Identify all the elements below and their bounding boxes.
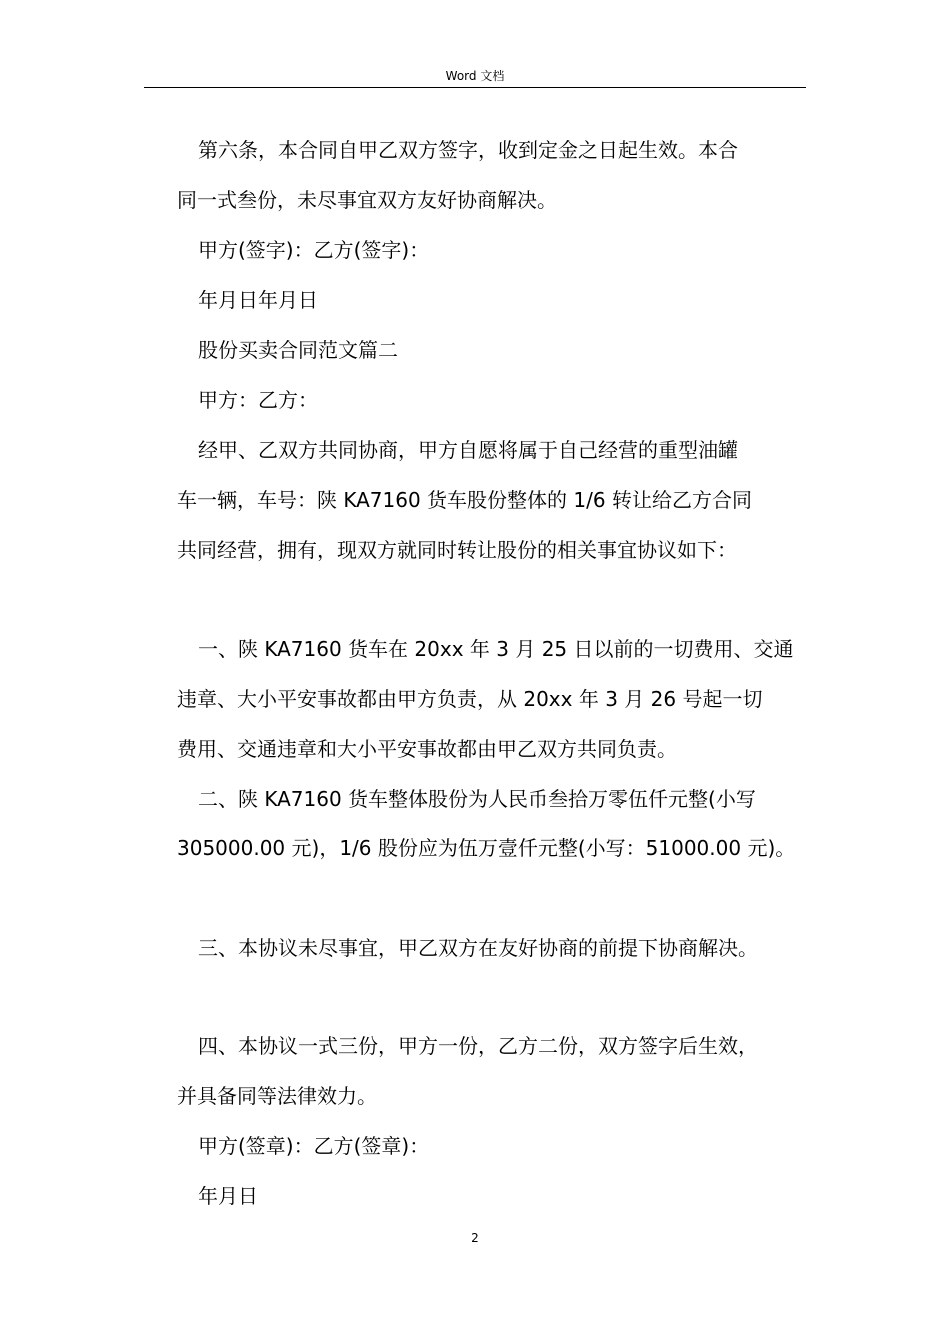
date-line: 年月日年月日 — [198, 288, 318, 312]
clause-line: 二、陕 KA7160 货车整体股份为人民币叁拾万零伍仟元整(小写 — [198, 787, 756, 811]
signature-line: 甲方(签章)：乙方(签章)： — [198, 1134, 430, 1158]
paragraph-line: 车一辆，车号：陕 KA7160 货车股份整体的 1/6 转让给乙方合同 — [177, 488, 752, 512]
paragraph-line: 同一式叁份，未尽事宜双方友好协商解决。 — [177, 188, 557, 212]
clause-line: 费用、交通违章和大小平安事故都由甲乙双方共同负责。 — [177, 737, 677, 761]
clause-line: 305000.00 元)，1/6 股份应为伍万壹仟元整(小写：51000.00 元)。 — [177, 836, 796, 860]
paragraph-line: 第六条，本合同自甲乙双方签字，收到定金之日起生效。本合 — [198, 138, 738, 162]
paragraph-line: 经甲、乙双方共同协商，甲方自愿将属于自己经营的重型油罐 — [198, 438, 738, 462]
clause-line: 三、本协议未尽事宜，甲乙双方在友好协商的前提下协商解决。 — [198, 936, 758, 960]
section-title: 股份买卖合同范文篇二 — [198, 338, 398, 362]
page-header-title: Word 文档 — [445, 69, 505, 83]
clause-line: 违章、大小平安事故都由甲方负责，从 20xx 年 3 月 26 号起一切 — [177, 687, 763, 711]
clause-line: 四、本协议一式三份，甲方一份，乙方二份，双方签字后生效， — [198, 1034, 758, 1058]
page-number: 2 — [471, 1231, 479, 1245]
clause-line: 一、陕 KA7160 货车在 20xx 年 3 月 25 日以前的一切费用、交通 — [198, 637, 794, 661]
clause-line: 并具备同等法律效力。 — [177, 1084, 377, 1108]
header-divider — [144, 87, 806, 88]
signature-line: 甲方(签字)：乙方(签字)： — [198, 238, 430, 262]
paragraph-line: 共同经营，拥有，现双方就同时转让股份的相关事宜协议如下： — [177, 538, 737, 562]
date-line: 年月日 — [198, 1184, 258, 1208]
parties-line: 甲方：乙方： — [198, 388, 318, 412]
